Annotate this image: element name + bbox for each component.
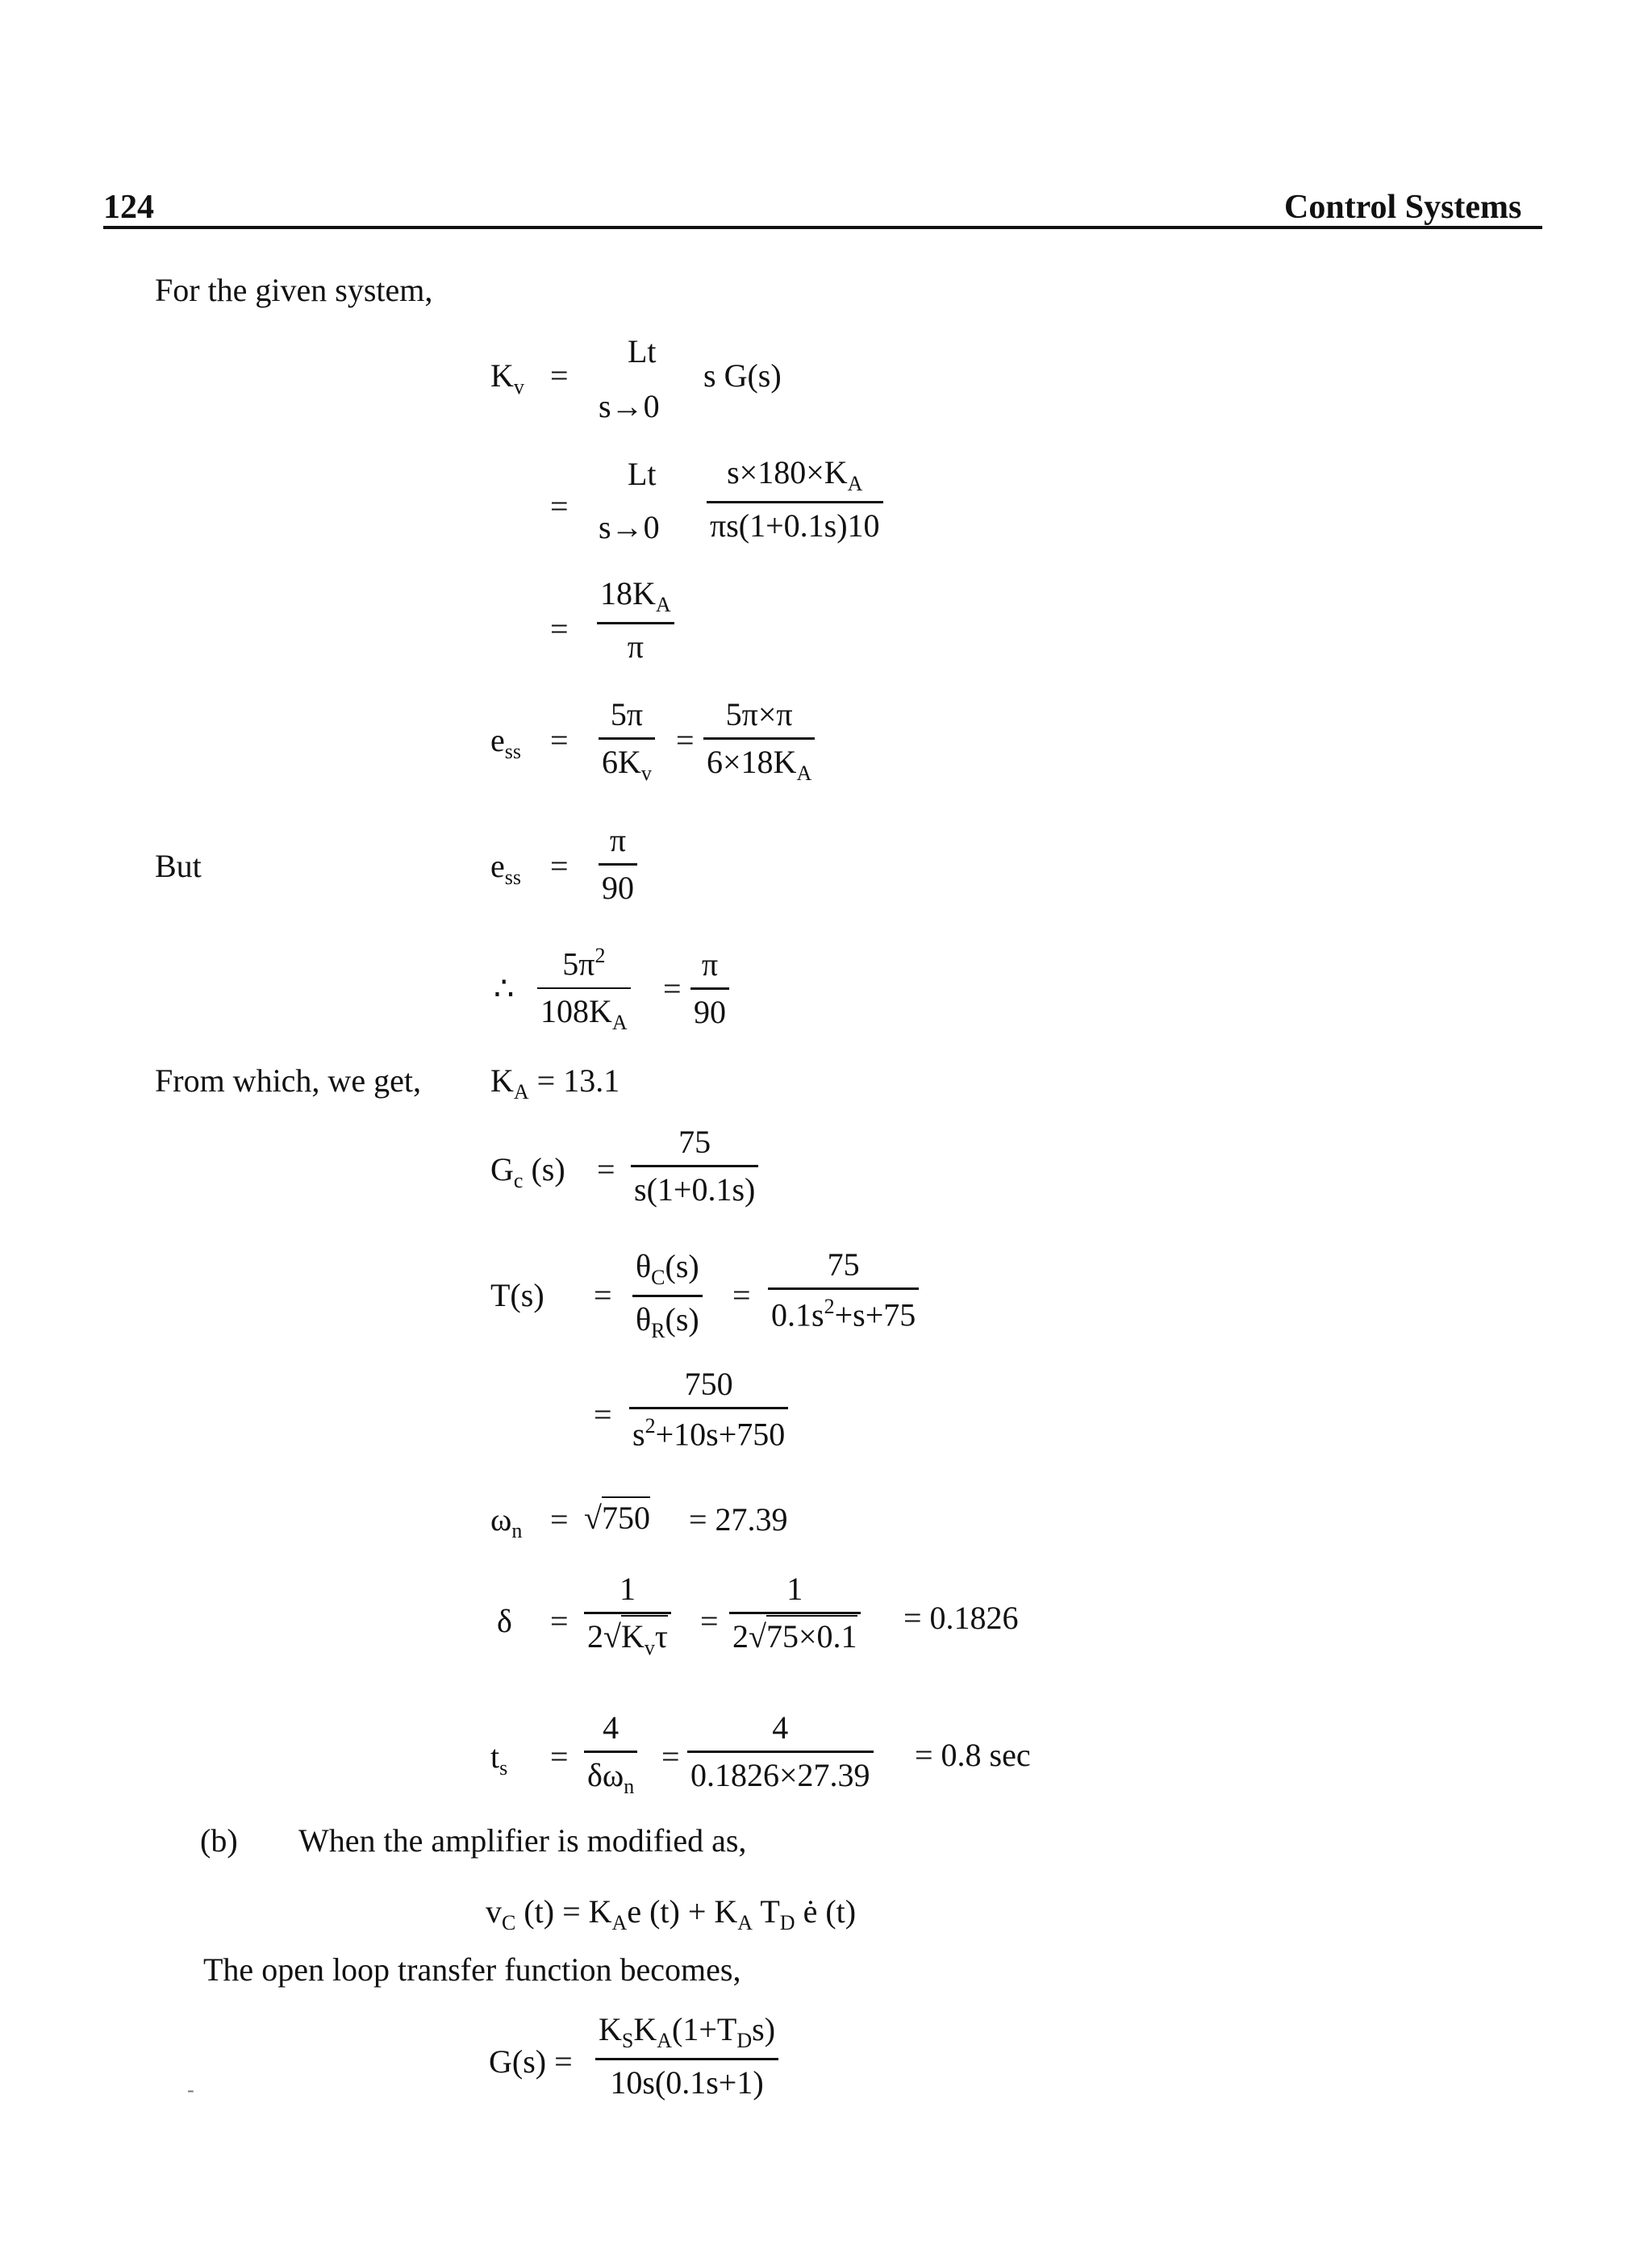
g-lhs: G(s) = (489, 2043, 573, 2080)
limit-condition: s→0 (599, 509, 660, 545)
sub-v: v (513, 375, 524, 399)
ess-lhs: $e_{ss}$ (490, 848, 522, 890)
ts-fraction-2: 4 0.1826×27.39 (687, 1712, 874, 1792)
equals-sign: = (550, 488, 569, 524)
limit-condition: s→0 (599, 388, 660, 424)
tf-fraction-1: 75 $0.1s^2+s+75$ (768, 1249, 919, 1331)
delta-value: = 0.1826 (903, 1600, 1019, 1636)
gc-fraction: 75 s(1+0.1s) (631, 1126, 758, 1206)
wn-value: = 27.39 (689, 1501, 788, 1538)
ka-result: $K_A = 13.1$ (490, 1062, 620, 1104)
equals-sign: = (550, 1603, 569, 1639)
delta-lhs: δ (497, 1603, 512, 1639)
page-number: 124 (103, 189, 154, 226)
kv-lhs: $K_v$ (490, 357, 524, 399)
equals-sign: = (594, 1396, 612, 1433)
equals-sign: = (661, 1738, 680, 1775)
equals-sign: = (663, 970, 682, 1007)
delta-fraction-1: 1 $2√K_v\tau$ (584, 1573, 671, 1659)
ess-fraction-2: 5π×π $6\times 18K_A$ (703, 699, 815, 784)
equals-sign: = (550, 848, 569, 884)
part-b-text: When the amplifier is modified as, (298, 1822, 747, 1859)
g-fraction: $K_SK_A(1+T_Ds)$ 10s(0.1s+1) (595, 2014, 778, 2099)
equals-sign: = (550, 1738, 569, 1775)
limit-label: Lt (628, 456, 657, 492)
equals-sign: = (550, 722, 569, 758)
equals-sign: = (597, 1151, 615, 1187)
part-b-label: (b) (200, 1822, 238, 1859)
limit-label: Lt (628, 333, 657, 369)
equals-sign: = (676, 722, 695, 758)
theta-fraction: $\theta_C(s)$ $\theta_R(s)$ (632, 1250, 703, 1342)
vc-equation: $v_C$ $(t) = K_Ae$ $(t) + K_A$ $T_D$ ė (t) (486, 1893, 857, 1935)
tf-fraction-2: 750 $s^2+10s+750$ (629, 1368, 788, 1450)
equals-sign: = (550, 611, 569, 647)
but-label: But (155, 848, 202, 884)
gc-lhs: $G_c$ (s) (490, 1151, 565, 1193)
therefore-symbol: ∴ (494, 970, 515, 1007)
ts-value: = 0.8 sec (915, 1737, 1031, 1773)
kv-fraction-1: $s\times 180\times K_A$ πs(1+0.1s)10 (707, 457, 883, 542)
equals-sign: = (594, 1277, 612, 1313)
header-rule (103, 226, 1542, 229)
equals-sign: = (550, 1501, 569, 1538)
book-title: Control Systems (1284, 189, 1522, 226)
ess-given-fraction: π 90 (599, 824, 637, 904)
ts-fraction-1: 4 $\delta\omega_n$ (584, 1712, 637, 1797)
sqrt-expression: √750 (584, 1502, 650, 1534)
equals-sign: = (550, 357, 569, 394)
equals-sign: = (732, 1277, 751, 1313)
open-loop-text: The open loop transfer function becomes, (203, 1951, 741, 1988)
intro-text: For the given system, (155, 272, 433, 308)
kv-fraction-2: $18K_A$ π (597, 578, 674, 663)
equals-sign: = (700, 1603, 719, 1639)
ts-sym: $t_s$ (490, 1738, 508, 1780)
ess-fraction-1: 5π $6K_v$ (599, 699, 655, 784)
wn-lhs: $\omega_n$ (490, 1501, 523, 1543)
equate-fraction-left: $5\pi^2$ $108K_A$ (537, 945, 631, 1033)
ess-lhs: $e_{ss}$ (490, 722, 522, 764)
ts-lhs: T(s) (490, 1277, 544, 1313)
stray-mark: - (187, 2078, 194, 2101)
kv-rhs: s G(s) (703, 357, 782, 394)
equate-fraction-right: π 90 (690, 949, 729, 1029)
from-which-text: From which, we get, (155, 1062, 421, 1099)
delta-fraction-2: 1 2√75×0.1 (729, 1573, 861, 1653)
